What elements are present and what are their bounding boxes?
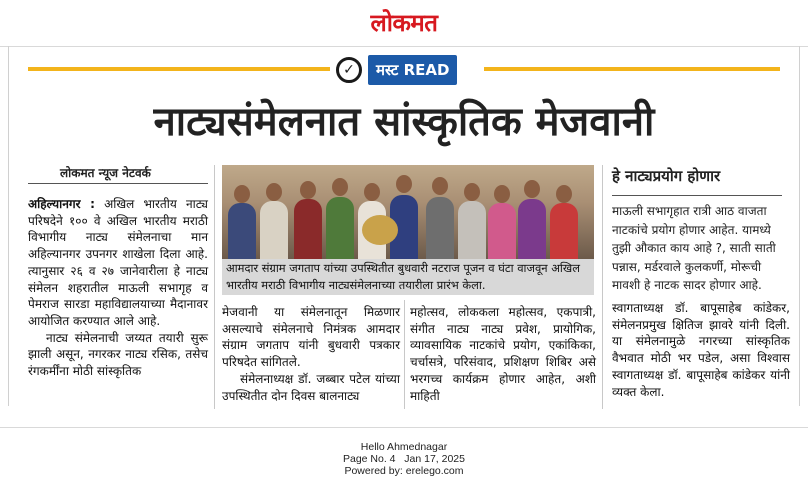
- paragraph-1: अखिल भारतीय नाट्य परिषदेने १०० वे अखिल भारतीय मराठी विभागीय नाट्य संमेलनाचा मान अहिल्यानगर उपनगर शाखेला दिला आहे. त्यानुसार २६ व २७ जानेवारीला हे नाट्य संमेलन शहरातील माऊली सभागृह व पेमराज सारडा महाविद्यालयाच्या मैदानावर आयोजित करण्यात आले आहे.: [28, 197, 208, 328]
- byline: लोकमत न्यूज नेटवर्क: [60, 166, 151, 180]
- article-photo: [222, 165, 594, 259]
- lokmat-logo: लोकमत: [370, 9, 438, 37]
- sidebox-body: माऊली सभागृहात रात्री आठ वाजता नाटकांचे प्रयोग होणार आहेत. यामध्ये तुझी औकात काय आहे ?, साती साती पन्नास, मर्डरवाले कुलकर्णी, मोरूची मावशी हे नाटक सादर होणार आहे.: [612, 204, 776, 292]
- article-headline: नाट्यसंमेलनात सांस्कृतिक मेजवानी: [153, 99, 655, 145]
- footer-powered-by: Powered by: erelego.com: [344, 465, 464, 477]
- col3-paragraph: महोत्सव, लोककला महोत्सव, एकपात्री, संगीत नाट्य नाट्य प्रवेश, प्रायोगिक, व्यावसायिक नाटकांचे प्रयोग, एकांकिका, चर्चासत्रे, परिसंवाद, प्रशिक्षण शिबिर असे भरगच्च कार्यक्रम होणार आहेत, अशी माहिती: [410, 305, 596, 403]
- article-column-4: [612, 300, 790, 400]
- photo-caption: आमदार संग्राम जगताप यांच्या उपस्थितीत बुधवारी नटराज पूजन व घंटा वाजवून अखिल भारतीय मराठी विभागीय नाट्यसंमेलनाच्या तयारीला प्रारंभ केला.: [222, 259, 594, 295]
- must-read-label: मस्ट READ: [368, 55, 457, 85]
- column-divider-1: [214, 165, 215, 409]
- col4-paragraph: स्वागताध्यक्ष डॉ. बापूसाहेब कांडेकर, संमेलनप्रमुख क्षितिज झावरे यांनी दिली. या संमेलनामुळे नगरच्या सांस्कृतिक वैभवात मोठी भर पडेल, असा विश्वास स्वागताध्यक्ष डॉ. बापूसाहेब कांडेकर यांनी व्यक्त केला.: [612, 301, 790, 399]
- article-column-2: [222, 304, 400, 404]
- footer: [0, 441, 808, 477]
- section-band-left: [28, 67, 330, 71]
- article-column-3: [410, 304, 596, 404]
- sidebox-title: हे नाट्यप्रयोग होणार: [612, 167, 721, 185]
- plays-sidebox: [612, 165, 782, 295]
- footer-rule: [0, 427, 808, 428]
- col2-paragraph-2: संमेलनाध्यक्ष डॉ. जब्बार पटेल यांच्या उपस्थितीत दोन दिवस बालनाट्य: [222, 371, 400, 403]
- checkmark-circle-icon: ✓: [336, 57, 362, 83]
- footer-publication: Hello Ahmednagar: [360, 441, 448, 453]
- masthead: [0, 0, 808, 47]
- col2-paragraph-1: मेजवानी या संमेलनातून मिळणार असल्याचे संमेलनाचे निमंत्रक आमदार संग्राम जगताप यांनी बुधवारी पत्रकार परिषदेत सांगितले.: [222, 305, 400, 370]
- column-divider-2: [404, 300, 405, 409]
- footer-page-date: Page No. 4 Jan 17, 2025: [342, 453, 465, 465]
- dateline: अहिल्यानगर :: [28, 197, 95, 211]
- byline-rule: [28, 183, 208, 184]
- sidebox-rule: [612, 195, 782, 196]
- section-band-right: [484, 67, 780, 71]
- column-divider-3: [602, 165, 603, 409]
- article-column-1: [28, 196, 208, 380]
- must-read-badge: [336, 55, 457, 85]
- paragraph-2: नाट्य संमेलनाची जय्यत तयारी सुरू झाली असून, नगरकर नाट्य रसिक, तसेच रंगकर्मींना मोठी सांस्कृतिक: [28, 330, 208, 379]
